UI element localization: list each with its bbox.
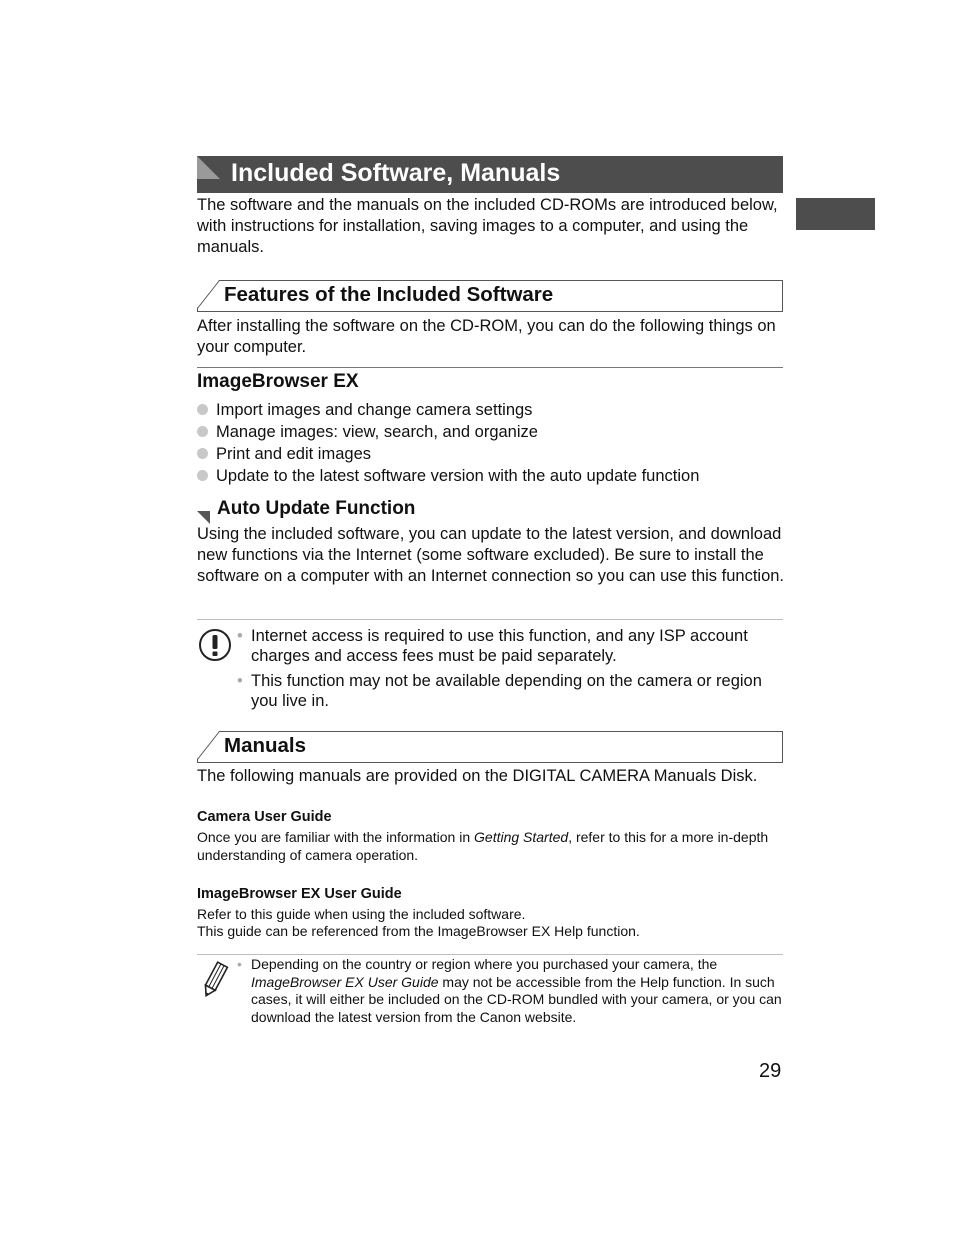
manuals-intro: The following manuals are provided on the DIGITAL CAMERA Manuals Disk. bbox=[197, 767, 758, 785]
imagebrowser-heading: ImageBrowser EX bbox=[197, 371, 359, 392]
divider bbox=[197, 619, 783, 620]
list-item: Update to the latest software version with the auto update function bbox=[197, 465, 787, 487]
bullet-icon: • bbox=[237, 956, 242, 972]
page-intro: The software and the manuals on the included CD-ROMs are introduced below, with instructions for installation, saving images to a computer, and using the manuals. bbox=[197, 196, 778, 256]
manuals-section-corner bbox=[197, 731, 221, 763]
memo-note bbox=[237, 956, 783, 1026]
camera-guide-text: Once you are familiar with the information in Getting Started, refer to this for a more in-depth understanding of camera operation. bbox=[197, 829, 769, 863]
camera-guide-heading: Camera User Guide bbox=[197, 809, 332, 825]
list-item: Print and edit images bbox=[197, 443, 787, 465]
bullet-icon: • bbox=[237, 672, 243, 690]
list-item bbox=[237, 956, 783, 1026]
ibex-guide-line-1: Refer to this guide when using the included software. bbox=[197, 906, 526, 922]
auto-update-body: Using the included software, you can update to the latest version, and download new functions via the Internet (some software excluded). Be sure to install the software on a computer with an Internet connection so you can use this function. bbox=[197, 525, 785, 585]
imagebrowser-feature-list bbox=[197, 399, 787, 487]
bullet-icon bbox=[197, 426, 208, 437]
divider bbox=[197, 367, 783, 368]
features-section-corner bbox=[197, 280, 221, 312]
ibex-guide-line-2: This guide can be referenced from the ImageBrowser EX Help function. bbox=[197, 923, 640, 939]
page-number: 29 bbox=[759, 1060, 782, 1082]
bullet-icon: • bbox=[237, 627, 243, 645]
bullet-icon bbox=[197, 470, 208, 481]
bullet-icon bbox=[197, 448, 208, 459]
list-item: Import images and change camera settings bbox=[197, 399, 787, 421]
divider bbox=[197, 954, 783, 955]
features-heading: Features of the Included Software bbox=[224, 283, 554, 306]
ibex-guide-heading: ImageBrowser EX User Guide bbox=[197, 886, 402, 902]
title-banner-accent bbox=[197, 156, 220, 179]
list-item: • This function may not be available depending on the camera or region you live in. bbox=[237, 672, 762, 710]
manuals-heading: Manuals bbox=[224, 734, 307, 757]
triangle-marker-icon bbox=[197, 511, 211, 525]
chapter-tab bbox=[796, 198, 875, 230]
list-item: • Internet access is required to use this function, and any ISP account charges and access fees must be paid separately. bbox=[237, 627, 748, 665]
list-item: Manage images: view, search, and organize bbox=[197, 421, 787, 443]
memo-text: Depending on the country or region where you purchased your camera, the ImageBrowser EX User Guide may not be accessible from the Help function. In such cases, it will either be included on the CD-ROM bundled with your camera, or you can download the latest version from the Canon website. bbox=[251, 956, 782, 1025]
bullet-icon bbox=[197, 404, 208, 415]
caution-icon bbox=[198, 628, 232, 662]
auto-update-heading: Auto Update Function bbox=[217, 498, 416, 519]
page-title: Included Software, Manuals bbox=[231, 159, 561, 187]
pencil-icon bbox=[199, 961, 231, 999]
caution-list bbox=[237, 627, 783, 711]
features-intro: After installing the software on the CD-ROM, you can do the following things on your computer. bbox=[197, 317, 776, 356]
